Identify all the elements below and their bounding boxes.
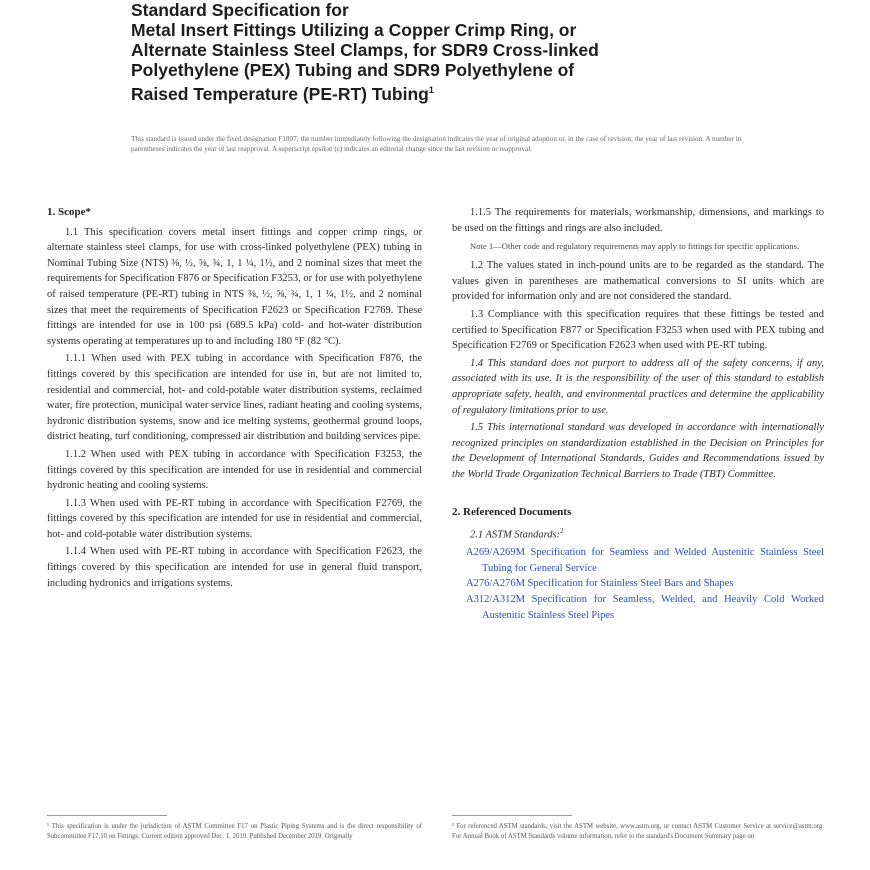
left-column [47,205,422,593]
paragraph-1-2: 1.2 The values stated in inch-pound units are to be regarded as the standard. The values given in parentheses are mathematical conversions to SI units which are provided for information only and are not considered the standard. [452,260,824,303]
document-id[interactable]: A269/A269M [466,547,525,559]
paragraph-1-4: 1.4 This standard does not purport to address all of the safety concerns, if any, associated with its use. It is the responsibility of the user of this standard to establish appropriate safety, health, and environmental practices and determine the applicability of regulatory limitations prior to use. [452,357,824,416]
section-heading-scope: 1. Scope* [47,206,91,218]
footnote-divider-left [47,815,167,816]
referenced-document[interactable] [452,576,824,592]
title-line: Metal Insert Fittings Utilizing a Copper Crimp Ring, or [131,20,577,40]
paragraph-1-1-4: 1.1.4 When used with PE-RT tubing in accordance with Specification F2623, the fittings covered by this specification are intended for use in general fluid transport, including hydronics and irrigations systems. [47,546,422,589]
document-title-link[interactable]: Specification for Stainless Steel Bars and Shapes [527,578,734,590]
footnote-2: ² For referenced ASTM standards, visit the ASTM website, www.astm.org, or contact ASTM Customer Service at service@astm.org. For Annual Book of ASTM Standards volume information, refer to the standard's Document Summary page on [452,823,824,840]
document-id[interactable]: A276/A276M [466,578,525,590]
paragraph-2-1 [452,524,824,543]
document-title-link[interactable]: Specification for Seamless, Welded, and Heavily Cold Worked Austenitic Stainless Steel Pipes [482,593,824,621]
paragraph-1-5: 1.5 This international standard was developed in accordance with internationally recognized principles on standardization established in the Decision on Principles for the Development of International Standards, Guides and Recommendations issued by the World Trade Organization Technical Barriers to Trade (TBT) Committee. [452,422,824,480]
document-title-link[interactable]: Specification for Seamless and Welded Austenitic Stainless Steel Tubing for General Service [482,547,825,574]
document-title [131,0,751,104]
preamble: This standard is issued under the fixed designation F1807; the number immediately following the designation indicates the year of original adoption or, in the case of revision, the year of last revision. A number in parentheses indicates the year of last reapproval. A superscript epsilon (ε) indicates an editorial change since the last revision or reapproval. [131,135,742,153]
referenced-documents-list [452,545,824,623]
title-line: Alternate Stainless Steel Clamps, for SDR9 Cross-linked [131,40,599,60]
section-heading-referenced-documents: 2. Referenced Documents [452,505,572,518]
paragraph-1-1-2: 1.1.2 When used with PEX tubing in accordance with Specification F3253, the fittings covered by this specification are intended for use in residential and commercial hydronic heating and cooling systems. [47,448,422,492]
paragraph-1-1-1: 1.1.1 When used with PEX tubing in accordance with Specification F876, the fittings covered by this specification are intended for use in, but are not limited to, residential and commercial, hot- and cold-potable water distribution systems, reclaimed water, fire protection, municipal water service lines, radiant heating and cooling systems, hydronic distribution systems, snow and ice melting systems, geothermal ground loops, district heating, turf conditioning, compressed air distribution and building services pipe. [47,353,422,443]
right-column [452,205,824,623]
paragraph-1-3: 1.3 Compliance with this specification requires that these fittings be tested and certified to Specification F877 or Specification F3253 when used with PEX tubing and Specification F2769 or Specification F2623 when used with PE-RT tubing. [452,308,824,352]
title-line: Standard Specification for [131,0,349,20]
paragraph-2-1-text: 2.1 ASTM Standards: [470,529,561,541]
footnote-divider-right [452,815,572,816]
referenced-document[interactable] [452,545,824,576]
paragraph-1-1-5: 1.1.5 The requirements for materials, workmanship, dimensions, and markings to be used on the fittings and rings are also included. [452,207,824,234]
title-line [131,80,751,104]
document-id[interactable]: A312/A312M [466,593,525,605]
referenced-document[interactable] [452,592,824,623]
note-1: Note 1—Other code and regulatory requirements may apply to fittings for specific applications. [470,241,800,252]
footnote-mark-2[interactable]: 2 [560,527,564,536]
title-line: Polyethylene (PEX) Tubing and SDR9 Polyethylene of [131,60,575,80]
title-footnote-mark[interactable]: 1 [428,85,434,95]
title-line-text: Raised Temperature (PE-RT) Tubing [131,83,429,104]
paragraph-1-1-3: 1.1.3 When used with PE-RT tubing in accordance with Specification F2769, the fittings covered by this specification are intended for use in residential and commercial, hot- and cold-potable water distribution systems. [47,497,422,540]
paragraph-1-1: 1.1 This specification covers metal insert fittings and copper crimp rings, or alternate stainless steel clamps, for use with cross-linked polyethylene (PEX) tubing in Nominal Tubing Size (NTS) ⅜, ½, ⅝, ¾, 1, 1 ¼, 1½, and 2 nominal sizes that meet the requirements for Specification F876 or Specification F3253, or for use with polyethylene of raised temperature (PE-RT) tubing in NTS ⅜, ½, ⅝, ¾, 1, 1 ¼, 1½, and 2 nominal sizes that meet the requirements of Specification F2623 or Specification F2769. These fittings are intended for use in 100 psi (689.5 kPa) cold- and hot-water distribution systems operating at temperatures up to and including 180 °F (82 °C). [47,226,422,347]
footnote-1: ¹ This specification is under the jurisdiction of ASTM Committee F17 on Plastic Piping Systems and is the direct responsibility of Subcommittee F17.10 on Fittings. Current edition approved Dec. 1, 2019. Published December 2019. Originally [47,823,422,840]
